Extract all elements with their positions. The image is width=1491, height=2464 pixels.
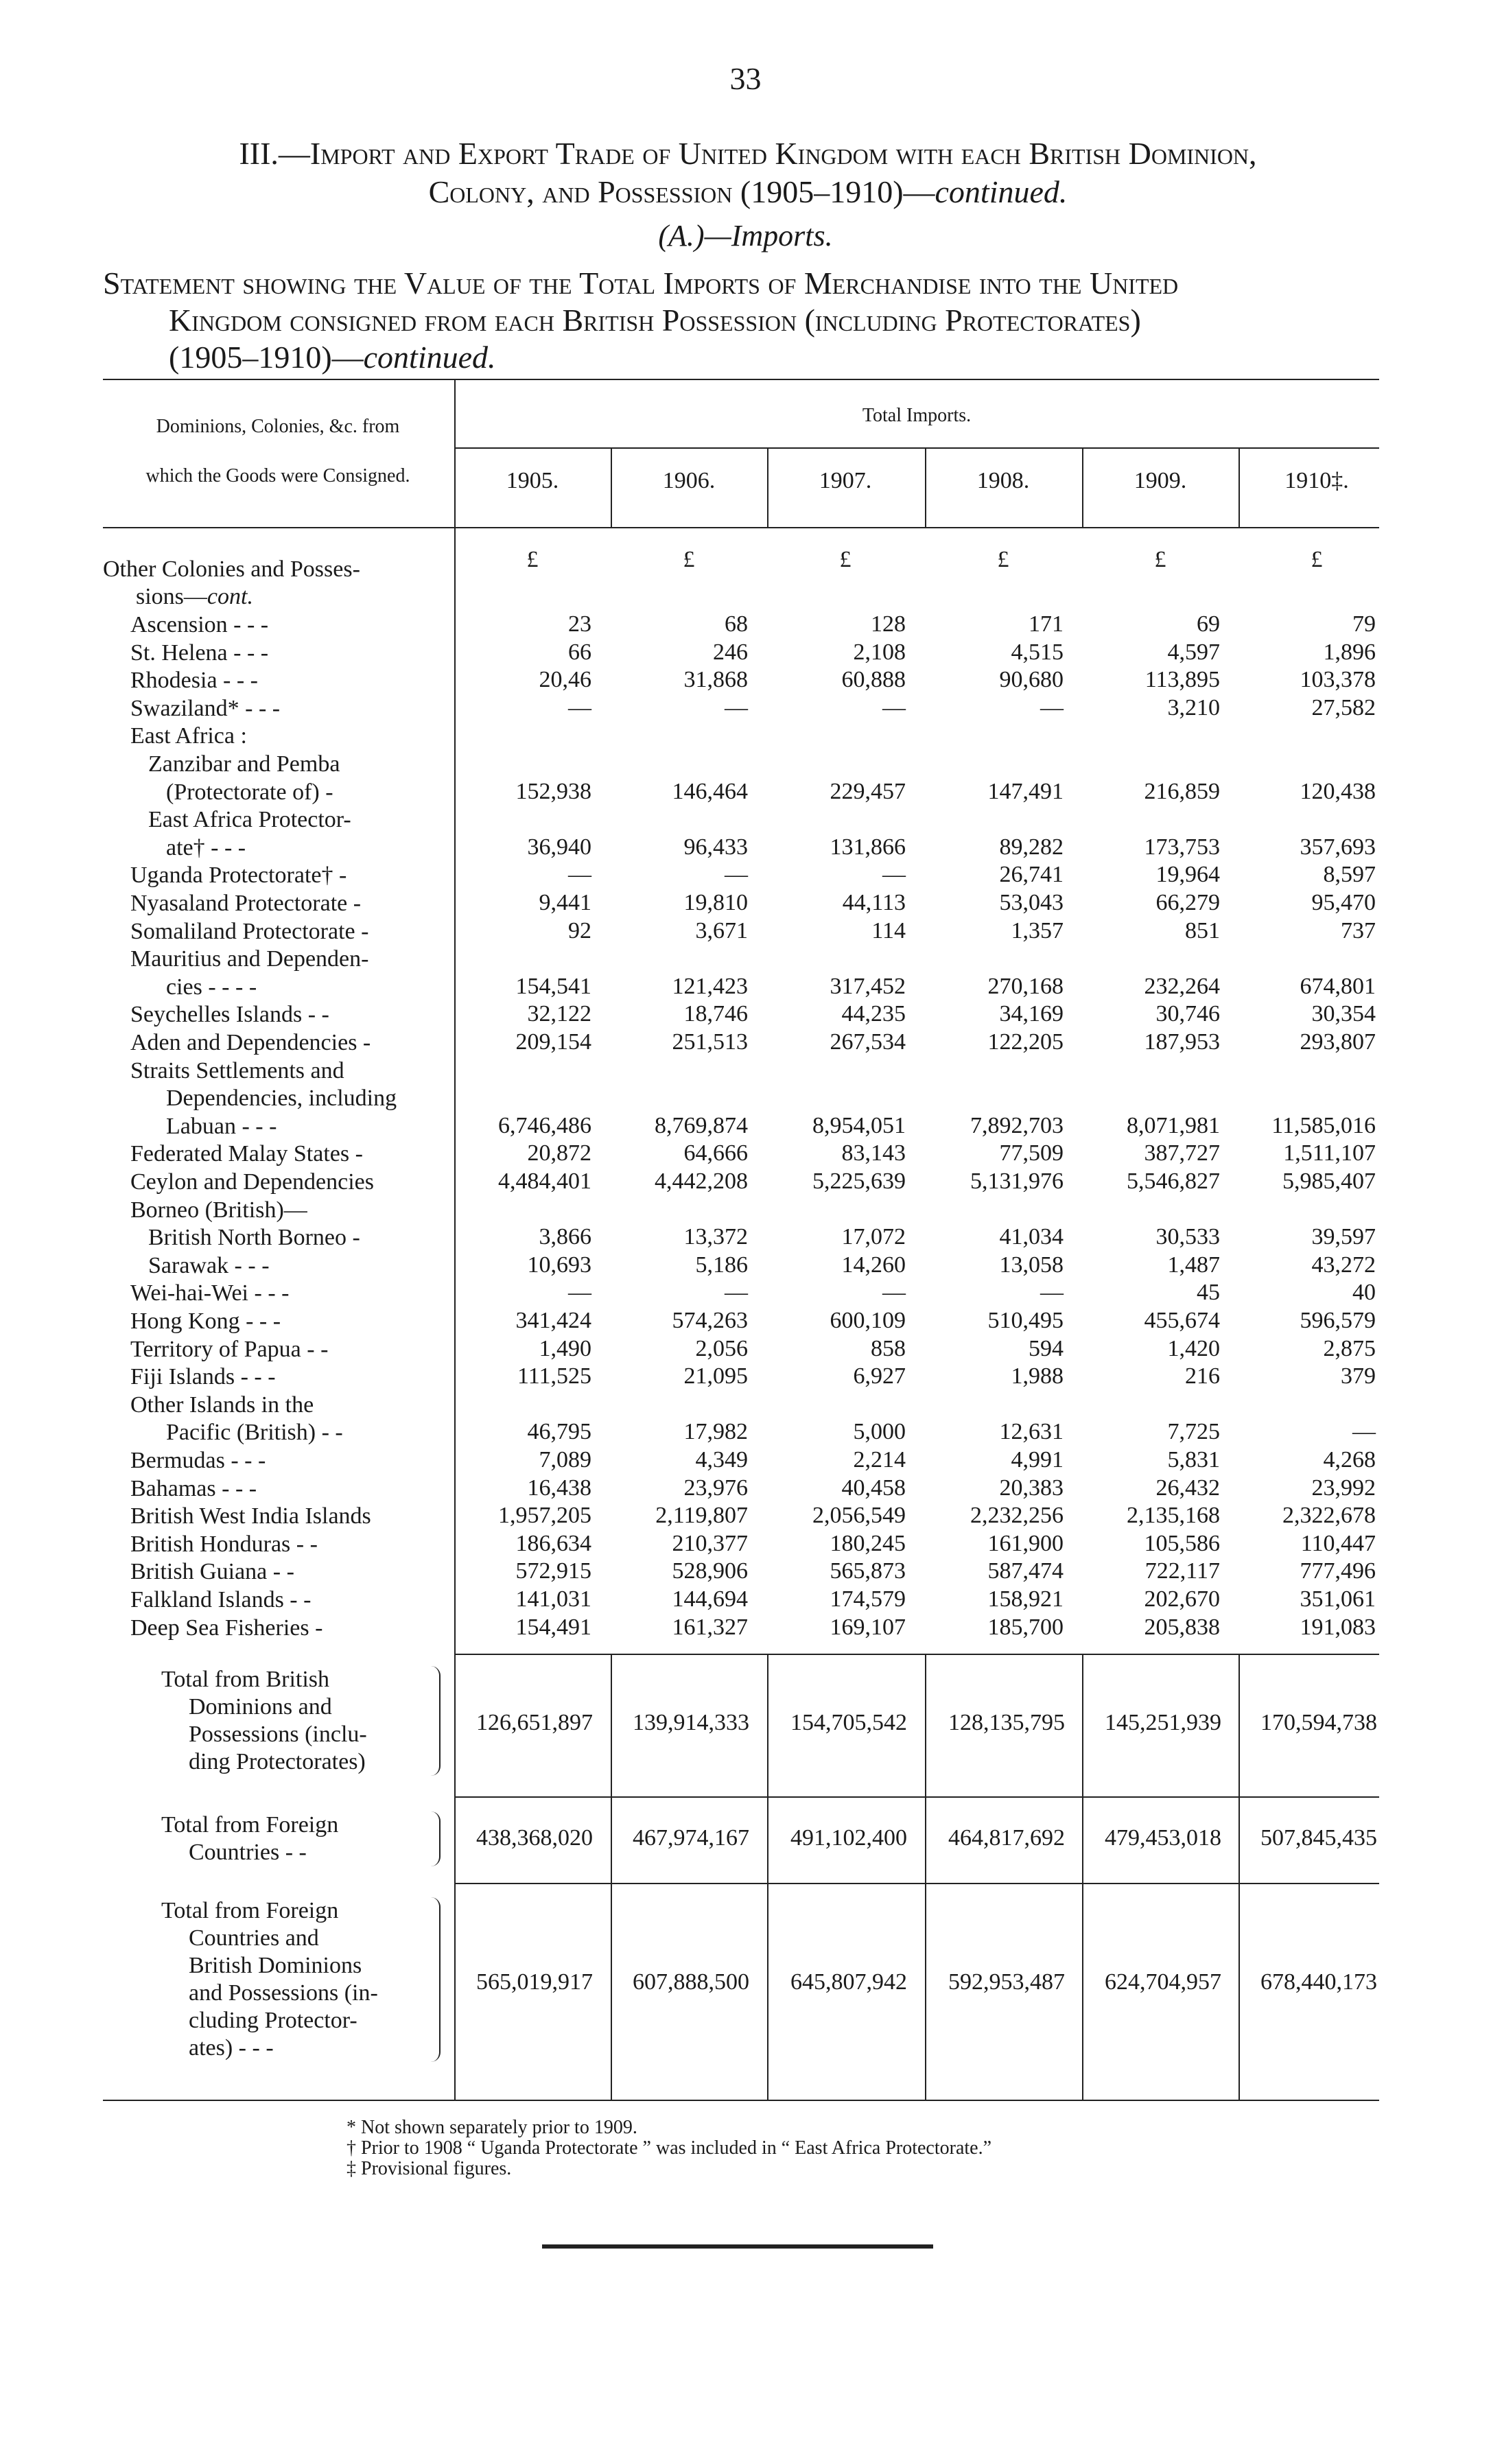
table-cell: 169,107 [830,1615,906,1640]
table-cell: 851 [1185,918,1220,943]
total-cell: 170,594,738 [1260,1710,1377,1735]
table-cell: 210,377 [672,1531,748,1556]
year-header: 1907. [819,468,872,493]
footnote: † Prior to 1908 “ Uganda Protectorate ” was included in “ East Africa Protectorate.” [347,2137,992,2159]
total-cell: 507,845,435 [1260,1825,1377,1851]
statement-line2: Kingdom consigned from each British Possession (including Protectorates) [169,303,1141,338]
total-label-line: Countries - - [189,1840,307,1865]
total-label-line: Total from Foreign [161,1812,339,1838]
table-cell: 3,671 [695,918,748,943]
table-cell: 128 [871,611,906,637]
col-divider-3 [925,447,926,528]
table-cell: 44,113 [842,890,906,915]
table-cell: 60,888 [841,667,906,692]
table-cell: — [882,1280,906,1305]
total-label-line: ates) - - - [189,2035,274,2061]
table-cell: 7,089 [539,1447,591,1472]
table-cell: 12,631 [999,1419,1064,1444]
table-cell: 387,727 [1144,1140,1220,1166]
row-label: Dependencies, including [166,1086,397,1111]
table-cell: 95,470 [1311,890,1376,915]
table-cell: 158,921 [987,1586,1064,1612]
row-label: St. Helena - - - [130,640,269,666]
table-cell: 528,906 [672,1558,748,1584]
stub-header-line2: which the Goods were Consigned. [145,465,410,486]
table-cell: 185,700 [987,1615,1064,1640]
table-cell: 251,513 [672,1029,748,1055]
table-cell: — [725,1280,748,1305]
brace-mark [427,1897,441,2062]
footnote: ‡ Provisional figures. [347,2158,512,2179]
table-cell: 229,457 [830,779,906,804]
table-cell: 216,859 [1144,779,1220,804]
table-cell: 31,868 [683,667,748,692]
table-cell: 1,490 [539,1336,591,1361]
table-cell: 121,423 [672,974,748,999]
total-cell: 678,440,173 [1260,1969,1377,1995]
table-cell: 2,875 [1323,1336,1376,1361]
table-cell: 16,438 [527,1475,591,1501]
header-bottom-rule [103,527,1379,528]
total-label-line: Total from British [161,1667,330,1692]
unit-symbol: £ [1154,547,1166,572]
section-heading-line2: Colony, and Possession (1905–1910)—continued. [428,174,1068,209]
table-cell: 4,484,401 [498,1169,591,1194]
table-cell: 90,680 [999,667,1064,692]
total-label [161,1811,422,1866]
col-divider-5 [1238,447,1240,528]
total-cell: 145,251,939 [1105,1710,1221,1735]
row-label: Hong Kong - - - [130,1309,281,1334]
year-header: 1906. [662,468,716,493]
table-cell: 187,953 [1144,1029,1220,1055]
table-cell: 154,541 [515,974,591,999]
total-label-line: Dominions and [189,1694,332,1720]
row-label: Mauritius and Dependen- [130,946,369,972]
table-cell: — [568,862,591,887]
row-label: ate† - - - [166,835,246,860]
row-label: British Honduras - - [130,1532,318,1557]
table-cell: 674,801 [1300,974,1376,999]
year-header: 1908. [976,468,1030,493]
table-cell: — [725,695,748,720]
row-label: Zanzibar and Pemba [148,751,340,777]
table-cell: 173,753 [1144,834,1220,860]
table-cell: 5,831 [1167,1447,1220,1472]
table-cell: 596,579 [1300,1308,1376,1333]
table-cell: — [568,1280,591,1305]
body-bottom-rule [454,1654,1379,1655]
table-cell: 777,496 [1300,1558,1376,1584]
brace-mark [427,1666,441,1776]
row-label: Pacific (British) - - [166,1420,343,1445]
total-cell: 139,914,333 [633,1710,749,1735]
table-cell: 1,357 [1011,918,1064,943]
total-cell: 128,135,795 [948,1710,1065,1735]
table-cell: 2,056,549 [812,1503,906,1528]
year-header: 1910‡. [1284,468,1349,493]
table-cell: 20,383 [999,1475,1064,1501]
table-cell: 565,873 [830,1558,906,1584]
table-cell: 53,043 [999,890,1064,915]
table-cell: 174,579 [830,1586,906,1612]
total-cell: 479,453,018 [1105,1825,1221,1851]
section-heading [103,134,1393,211]
table-cell: 45 [1197,1280,1220,1305]
table-cell: 4,597 [1167,640,1220,665]
table-top-rule [103,379,1379,380]
total2-bottom-rule [454,1883,1379,1884]
table-cell: 17,072 [841,1224,906,1249]
table-cell: 20,46 [539,667,591,692]
table-cell: 27,582 [1311,695,1376,720]
table-cell: 2,232,256 [970,1503,1064,1528]
table-cell: 379 [1341,1363,1376,1389]
table-cell: 594 [1029,1336,1064,1361]
row-label: Falkland Islands - - [130,1587,312,1612]
table-cell: 89,282 [999,834,1064,860]
total-cell: 592,953,487 [948,1969,1065,1995]
table-cell: 1,988 [1011,1363,1064,1389]
row-label: British Guiana - - [130,1559,294,1584]
group-header-rule [454,447,1379,449]
table-cell: 36,940 [527,834,591,860]
table-cell: 8,597 [1323,862,1376,887]
table-cell: 216 [1185,1363,1220,1389]
table-cell: 44,235 [841,1001,906,1026]
row-label: Borneo (British)— [130,1197,307,1223]
table-cell: 1,896 [1323,640,1376,665]
table-cell: 5,546,827 [1127,1169,1220,1194]
row-label: Seychelles Islands - - [130,1002,329,1027]
table-cell: 34,169 [999,1001,1064,1026]
row-label: Bahamas - - - [130,1476,257,1501]
col-divider-2 [767,447,768,528]
table-cell: 147,491 [987,779,1064,804]
total-label-line: ding Protectorates) [189,1749,366,1774]
section-heading-line1: III.—Import and Export Trade of United Kingdom with each British Dominion, [239,136,1257,171]
unit-symbol: £ [526,547,539,572]
table-cell: 66 [568,640,591,665]
table-cell: 11,585,016 [1271,1113,1376,1138]
table-cell: 5,000 [853,1419,906,1444]
table-cell: 5,131,976 [970,1169,1064,1194]
table-cell: 13,058 [999,1252,1064,1278]
table-cell: 110,447 [1300,1531,1376,1556]
table-cell: 152,938 [515,779,591,804]
unit-symbol: £ [997,547,1009,572]
row-label: Rhodesia - - - [130,668,259,693]
total-cell: 154,705,542 [790,1710,907,1735]
table-cell: 161,327 [672,1615,748,1640]
row-label: Straits Settlements and [130,1058,344,1083]
table-cell: 41,034 [999,1224,1064,1249]
table-cell: 2,135,168 [1127,1503,1220,1528]
table-cell: 23,976 [683,1475,748,1501]
section-label: Other Colonies and Posses- sions—cont. [103,556,360,609]
table-cell: 120,438 [1300,779,1376,804]
row-label: Wei-hai-Wei - - - [130,1280,290,1306]
table-cell: 4,515 [1011,640,1064,665]
total-cell: 491,102,400 [790,1825,907,1851]
table-cell: — [1352,1419,1376,1444]
table-cell: 3,210 [1167,695,1220,720]
table-cell: 26,432 [1155,1475,1220,1501]
group-header: Total Imports. [862,405,972,426]
table-cell: 64,666 [683,1140,748,1166]
table-bottom-rule [103,2100,1379,2101]
statement-title [103,265,1379,376]
total1-bottom-rule [454,1796,1379,1798]
table-cell: 191,083 [1300,1615,1376,1640]
row-label: cies - - - - [166,974,257,1000]
total-cell: 565,019,917 [476,1969,593,1995]
statement-line3: (1905–1910)—continued. [169,340,496,375]
row-label: Nyasaland Protectorate - [130,891,362,916]
table-cell: 4,349 [695,1447,748,1472]
table-cell: 737 [1341,918,1376,943]
subheading: (A.)—Imports. [658,219,833,253]
table-cell: 600,109 [830,1308,906,1333]
table-cell: 23,992 [1311,1475,1376,1501]
stub-header-line1: Dominions, Colonies, &c. from [156,416,400,437]
row-label: Sarawak - - - [148,1253,270,1278]
table-cell: 122,205 [987,1029,1064,1055]
row-label: Deep Sea Fisheries - [130,1615,323,1641]
table-cell: 30,533 [1155,1224,1220,1249]
table-cell: 5,186 [695,1252,748,1278]
table-cell: 510,495 [987,1308,1064,1333]
table-cell: 69 [1197,611,1220,637]
table-cell: 19,964 [1155,862,1220,887]
table-cell: 20,872 [527,1140,591,1166]
row-label: Federated Malay States - [130,1141,363,1166]
table-cell: 1,957,205 [498,1503,591,1528]
footnote: * Not shown separately prior to 1909. [347,2117,637,2138]
table-cell: 40 [1352,1280,1376,1305]
year-header: 1909. [1134,468,1187,493]
year-header: 1905. [506,468,559,493]
total-cell: 467,974,167 [633,1825,749,1851]
table-cell: 114 [871,918,906,943]
table-cell: 111,525 [517,1363,591,1389]
table-cell: 1,511,107 [1283,1140,1376,1166]
row-label: East Africa : [130,723,247,749]
table-cell: 351,061 [1300,1586,1376,1612]
col-divider-4 [1082,447,1083,528]
table-cell: 8,769,874 [655,1113,748,1138]
table-cell: 2,214 [853,1447,906,1472]
table-cell: 68 [725,611,748,637]
table-cell: 92 [568,918,591,943]
table-cell: 3,866 [539,1224,591,1249]
table-cell: 7,892,703 [970,1113,1064,1138]
table-cell: 2,322,678 [1282,1503,1376,1528]
table-cell: 209,154 [515,1029,591,1055]
table-cell: 19,810 [683,890,748,915]
table-cell: 113,895 [1144,667,1220,692]
table-cell: 186,634 [515,1531,591,1556]
table-cell: 30,746 [1155,1001,1220,1026]
table-cell: 18,746 [683,1001,748,1026]
table-cell: 9,441 [539,890,591,915]
table-cell: 7,725 [1167,1419,1220,1444]
table-cell: 205,838 [1144,1615,1220,1640]
table-cell: 5,985,407 [1282,1169,1376,1194]
table-cell: 357,693 [1300,834,1376,860]
table-cell: 5,225,639 [812,1169,906,1194]
row-label: British North Borneo - [148,1225,360,1250]
table-cell: 141,031 [515,1586,591,1612]
table-cell: 23 [568,611,591,637]
statement-line1: Statement showing the Value of the Total Imports of Merchandise into the United [103,266,1179,301]
table-cell: 21,095 [683,1363,748,1389]
table-cell: 66,279 [1155,890,1220,915]
table-cell: 587,474 [987,1558,1064,1584]
row-label: Bermudas - - - [130,1448,266,1473]
total-cell: 624,704,957 [1105,1969,1221,1995]
table-cell: 2,108 [853,640,906,665]
row-label: Uganda Protectorate† - [130,863,347,888]
table-cell: 722,117 [1144,1558,1220,1584]
table-cell: 46,795 [527,1419,591,1444]
table-cell: 10,693 [527,1252,591,1278]
table-cell: 455,674 [1144,1308,1220,1333]
table-cell: 171 [1029,611,1064,637]
row-label: Fiji Islands - - - [130,1364,276,1389]
table-cell: 161,900 [987,1531,1064,1556]
table-cell: — [568,695,591,720]
table-cell: — [1040,1280,1064,1305]
row-label: Swaziland* - - - [130,696,281,721]
table-cell: 4,991 [1011,1447,1064,1472]
table-cell: 103,378 [1300,667,1376,692]
table-cell: — [882,862,906,887]
table-cell: 6,746,486 [498,1113,591,1138]
table-cell: 202,670 [1144,1586,1220,1612]
row-label: Ceylon and Dependencies [130,1169,374,1195]
row-label: (Protectorate of) - [166,779,333,805]
table-cell: — [725,862,748,887]
total-cell: 464,817,692 [948,1825,1065,1851]
table-cell: 4,268 [1323,1447,1376,1472]
table-cell: 30,354 [1311,1001,1376,1026]
table-cell: 96,433 [683,834,748,860]
table-cell: 341,424 [515,1308,591,1333]
total-label [161,1666,422,1776]
total-cell: 645,807,942 [790,1969,907,1995]
total-cell: 607,888,500 [633,1969,749,1995]
table-cell: 40,458 [841,1475,906,1501]
end-rule [542,2244,933,2249]
table-cell: — [882,695,906,720]
total-label-line: Possessions (inclu- [189,1722,367,1747]
table-cell: 77,509 [999,1140,1064,1166]
row-label: Territory of Papua - - [130,1337,329,1362]
row-label: Aden and Dependencies - [130,1030,371,1055]
row-label: Labuan - - - [166,1114,277,1139]
table-cell: 293,807 [1300,1029,1376,1055]
table-cell: 2,056 [695,1336,748,1361]
table-cell: 267,534 [830,1029,906,1055]
table-cell: 1,487 [1167,1252,1220,1278]
row-label: Other Islands in the [130,1392,314,1418]
table-cell: 144,694 [672,1586,748,1612]
total-label-line: cluding Protector- [189,2008,357,2033]
total-cell: 126,651,897 [476,1710,593,1735]
table-cell: — [1040,695,1064,720]
total-label-line: British Dominions [189,1953,362,1978]
total-label-line: Countries and [189,1925,319,1951]
table-cell: 574,263 [672,1308,748,1333]
page-number: 33 [729,61,762,96]
table-cell: 105,586 [1144,1531,1220,1556]
table-cell: 154,491 [515,1615,591,1640]
table-cell: 572,915 [515,1558,591,1584]
row-label: British West India Islands [130,1503,371,1529]
row-label: Somaliland Protectorate - [130,919,369,944]
total-label-line: Total from Foreign [161,1898,339,1923]
table-cell: 83,143 [841,1140,906,1166]
table-cell: 8,071,981 [1127,1113,1220,1138]
table-cell: 4,442,208 [655,1169,748,1194]
table-cell: 146,464 [672,779,748,804]
table-cell: 858 [871,1336,906,1361]
table-cell: 1,420 [1167,1336,1220,1361]
brace-mark [427,1811,441,1866]
table-cell: 14,260 [841,1252,906,1278]
unit-symbol: £ [1311,547,1323,572]
table-cell: 270,168 [987,974,1064,999]
table-cell: 2,119,807 [655,1503,748,1528]
total-label [161,1897,422,2062]
table-cell: 246 [713,640,748,665]
table-cell: 39,597 [1311,1224,1376,1249]
total-label-line: and Possessions (in- [189,1980,378,2006]
total-cell: 438,368,020 [476,1825,593,1851]
table-cell: 232,264 [1144,974,1220,999]
table-cell: 180,245 [830,1531,906,1556]
table-cell: 13,372 [683,1224,748,1249]
table-cell: 8,954,051 [812,1113,906,1138]
col-divider-1 [611,447,612,528]
row-label: Ascension - - - [130,612,269,637]
unit-symbol: £ [683,547,695,572]
table-cell: 131,866 [830,834,906,860]
unit-symbol: £ [839,547,852,572]
table-cell: 6,927 [853,1363,906,1389]
table-cell: 32,122 [527,1001,591,1026]
row-label: East Africa Protector- [148,807,351,832]
table-cell: 43,272 [1311,1252,1376,1278]
table-cell: 79 [1352,611,1376,637]
table-cell: 317,452 [830,974,906,999]
table-cell: 26,741 [999,862,1064,887]
table-cell: 17,982 [683,1419,748,1444]
